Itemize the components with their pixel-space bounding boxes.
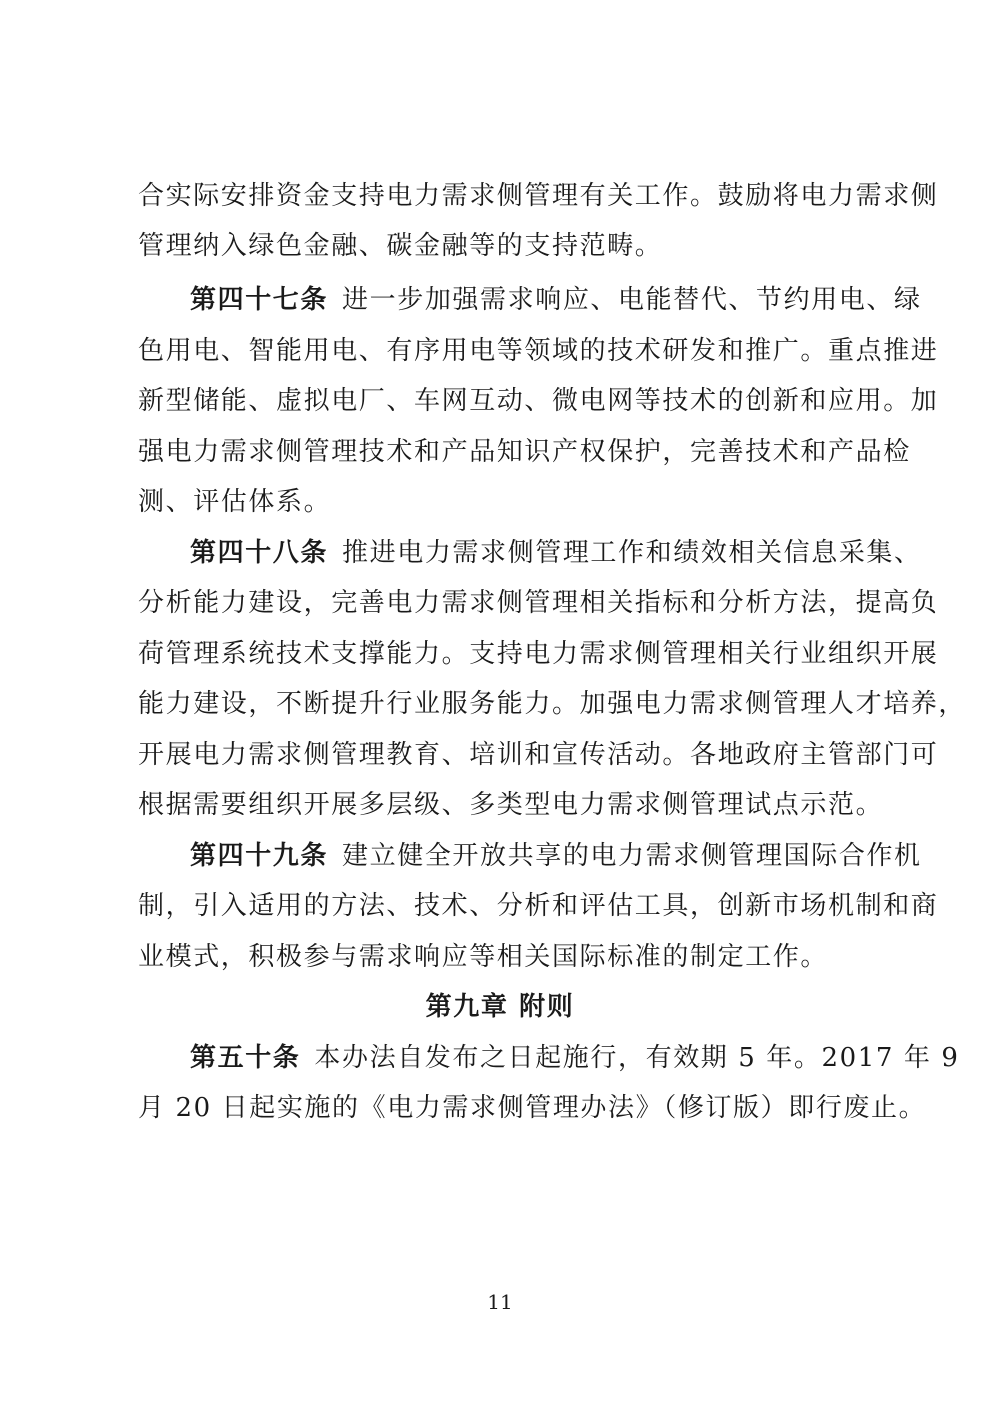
paragraph-line: 制，引入适用的方法、技术、分析和评估工具，创新市场机制和商 [138,891,939,921]
article-50-first-line [190,1038,960,1078]
paragraph-line: 合实际安排资金支持电力需求侧管理有关工作。鼓励将电力需求侧 [138,181,939,211]
paragraph-line: 色用电、智能用电、有序用电等领域的技术研发和推广。重点推进 [138,336,939,366]
article-label: 第五十条 [190,1043,301,1073]
paragraph-line: 开展电力需求侧管理教育、培训和宣传活动。各地政府主管部门可 [138,740,939,770]
article-label: 第四十八条 [190,538,329,568]
paragraph-line: 管理纳入绿色金融、碳金融等的支持范畴。 [138,231,663,261]
chapter-title: 第九章 附则 [425,992,575,1022]
paragraph-text: 进一步加强需求响应、电能替代、节约用电、绿 [342,285,922,315]
article-label: 第四十九条 [190,841,329,871]
paragraph-line: 强电力需求侧管理技术和产品知识产权保护，完善技术和产品检 [138,437,911,467]
paragraph-text: 推进电力需求侧管理工作和绩效相关信息采集、 [342,538,922,568]
article-48-first-line [190,533,922,573]
paragraph-text: 建立健全开放共享的电力需求侧管理国际合作机 [342,841,922,871]
page-number: 11 [487,1290,513,1314]
paragraph-line: 荷管理系统技术支撑能力。支持电力需求侧管理相关行业组织开展 [138,639,939,669]
paragraph-line: 月 20 日起实施的《电力需求侧管理办法》（修订版）即行废止。 [138,1093,927,1123]
paragraph-line: 根据需要组织开展多层级、多类型电力需求侧管理试点示范。 [138,790,884,820]
paragraph-line: 测、评估体系。 [138,487,332,517]
paragraph-line: 新型储能、虚拟电厂、车网互动、微电网等技术的创新和应用。加 [138,386,939,416]
article-label: 第四十七条 [190,285,329,315]
paragraph-line: 业模式，积极参与需求响应等相关国际标准的制定工作。 [138,942,829,972]
paragraph-line: 分析能力建设，完善电力需求侧管理相关指标和分析方法，提高负 [138,588,939,618]
article-49-first-line [190,836,922,876]
article-47-first-line [190,280,922,320]
paragraph-text: 本办法自发布之日起施行，有效期 5 年。2017 年 9 [314,1043,960,1073]
paragraph-line: 能力建设，不断提升行业服务能力。加强电力需求侧管理人才培养， [138,689,967,719]
